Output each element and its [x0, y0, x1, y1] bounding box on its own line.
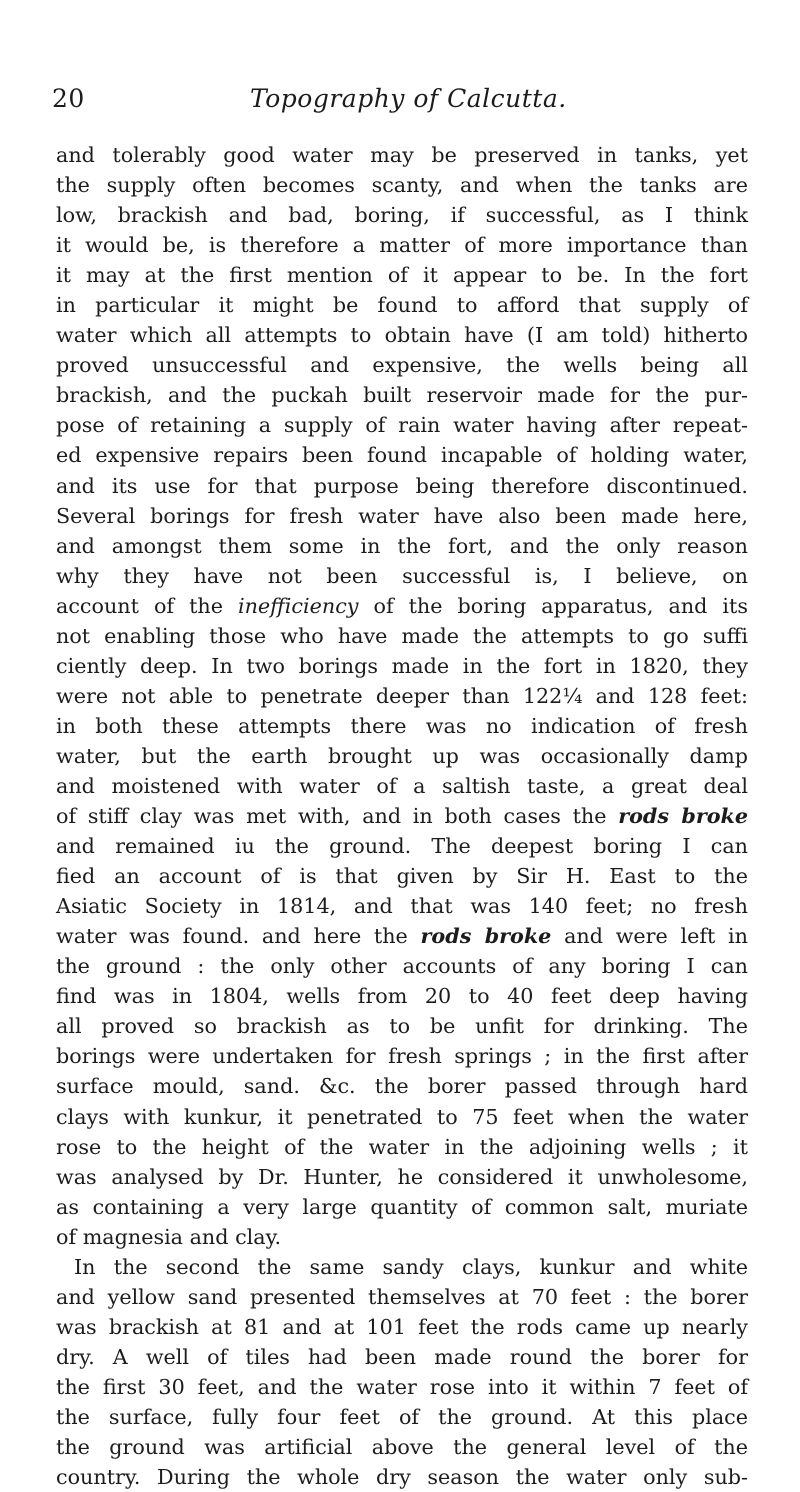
- text-line-40: was brackish at 81 and at 101 feet the rods came up nearly: [56, 1314, 748, 1339]
- text-line-41: dry. A well of tiles had been made round the borer for: [56, 1344, 748, 1369]
- text-line-43: the surface, fully four feet of the ground. At this place: [56, 1404, 748, 1429]
- text-line-1: and tolerably good water may be preserved in tanks, yet: [56, 143, 748, 167]
- text-line-20: in both these attempts there was no indication of fresh: [56, 713, 748, 738]
- text-line-33: clays with kunkur, it penetrated to 75 feet when the water: [56, 1104, 748, 1129]
- italic-run: rods broke: [420, 924, 552, 949]
- text-line-22: and moistened with water of a saltish taste, a great deal: [56, 773, 748, 798]
- text-line-19: were not able to penetrate deeper than 122¼ and 128 feet:: [56, 683, 748, 708]
- text-line-15: why they have not been successful is, I believe, on: [56, 563, 748, 588]
- text-line-30: all proved so brackish as to be unfit for drinking. The: [56, 1014, 748, 1039]
- text-line-4: it would be, is therefore a matter of more importance than: [56, 233, 748, 258]
- text-line-9: brackish, and the puckah built reservoir made for the pur-: [56, 383, 748, 408]
- text-run: water was found. and here the: [56, 924, 421, 949]
- text-line-39: and yellow sand presented themselves at 70 feet : the borer: [56, 1284, 748, 1309]
- text-line-37: of magnesia and clay.: [56, 1224, 282, 1249]
- text-line-45: country. During the whole dry season the water only sub-: [56, 1465, 748, 1490]
- text-line-18: ciently deep. In two borings made in the fort in 1820, they: [56, 653, 748, 678]
- page-number: 20: [52, 84, 85, 113]
- text-line-28: the ground : the only other accounts of any boring I can: [56, 954, 748, 979]
- text-line-44: the ground was artificial above the general level of the: [56, 1435, 748, 1460]
- running-title: Topography of Calcutta.: [250, 84, 567, 113]
- text-line-6: in particular it might be found to afford that supply of: [56, 293, 748, 318]
- text-line-23: [56, 801, 748, 831]
- text-run: of stiff clay was met with, and in both cases the: [56, 804, 619, 829]
- text-line-5: it may at the first mention of it appear to be. In the fort: [56, 263, 748, 288]
- text-line-21: water, but the earth brought up was occasionally damp: [56, 743, 748, 768]
- text-line-11: ed expensive repairs been found incapable of holding water,: [56, 443, 748, 468]
- text-line-25: fied an account of is that given by Sir H. East to the: [56, 864, 748, 889]
- text-line-3: low, brackish and bad, boring, if successful, as I think: [56, 203, 748, 228]
- text-line-2: the supply often becomes scanty, and when the tanks are: [56, 173, 748, 198]
- text-line-36: as containing a very large quantity of common salt, muriate: [56, 1194, 748, 1219]
- text-line-13: Several borings for fresh water have also been made here,: [56, 503, 748, 528]
- text-line-10: pose of retaining a supply of rain water having after repeat-: [56, 413, 748, 438]
- text-line-32: surface mould, sand. &c. the borer passed through hard: [56, 1074, 748, 1099]
- text-run: account of the: [56, 593, 238, 618]
- text-line-35: was analysed by Dr. Hunter, he considered it unwholesome,: [56, 1164, 748, 1189]
- text-line-24: and remained iu the ground. The deepest boring I can: [56, 834, 748, 859]
- text-line-38: In the second the same sandy clays, kunkur and white: [74, 1254, 748, 1279]
- text-line-14: and amongst them some in the fort, and the only reason: [56, 533, 748, 558]
- italic-run: inefficiency: [237, 593, 359, 618]
- text-line-26: Asiatic Society in 1814, and that was 140 feet; no fresh: [56, 894, 748, 919]
- text-line-17: not enabling those who have made the attempts to go suffi: [56, 623, 748, 648]
- body-text: [56, 140, 748, 1492]
- text-line-7: water which all attempts to obtain have (I am told) hitherto: [56, 323, 748, 348]
- text-line-31: borings were undertaken for fresh springs ; in the first after: [56, 1044, 748, 1069]
- text-line-12: and its use for that purpose being therefore discontinued.: [56, 473, 748, 498]
- text-line-34: rose to the height of the water in the adjoining wells ; it: [56, 1134, 748, 1159]
- text-line-16: [56, 591, 748, 621]
- text-line-42: the first 30 feet, and the water rose into it within 7 feet of: [56, 1374, 748, 1399]
- italic-run: rods broke: [618, 804, 749, 829]
- text-run: of the boring apparatus, and its: [358, 593, 748, 618]
- text-run: and were left in: [551, 924, 748, 949]
- text-line-8: proved unsuccessful and expensive, the wells being all: [56, 353, 748, 378]
- text-line-29: find was in 1804, wells from 20 to 40 feet deep having: [56, 984, 748, 1009]
- text-line-27: [56, 921, 748, 951]
